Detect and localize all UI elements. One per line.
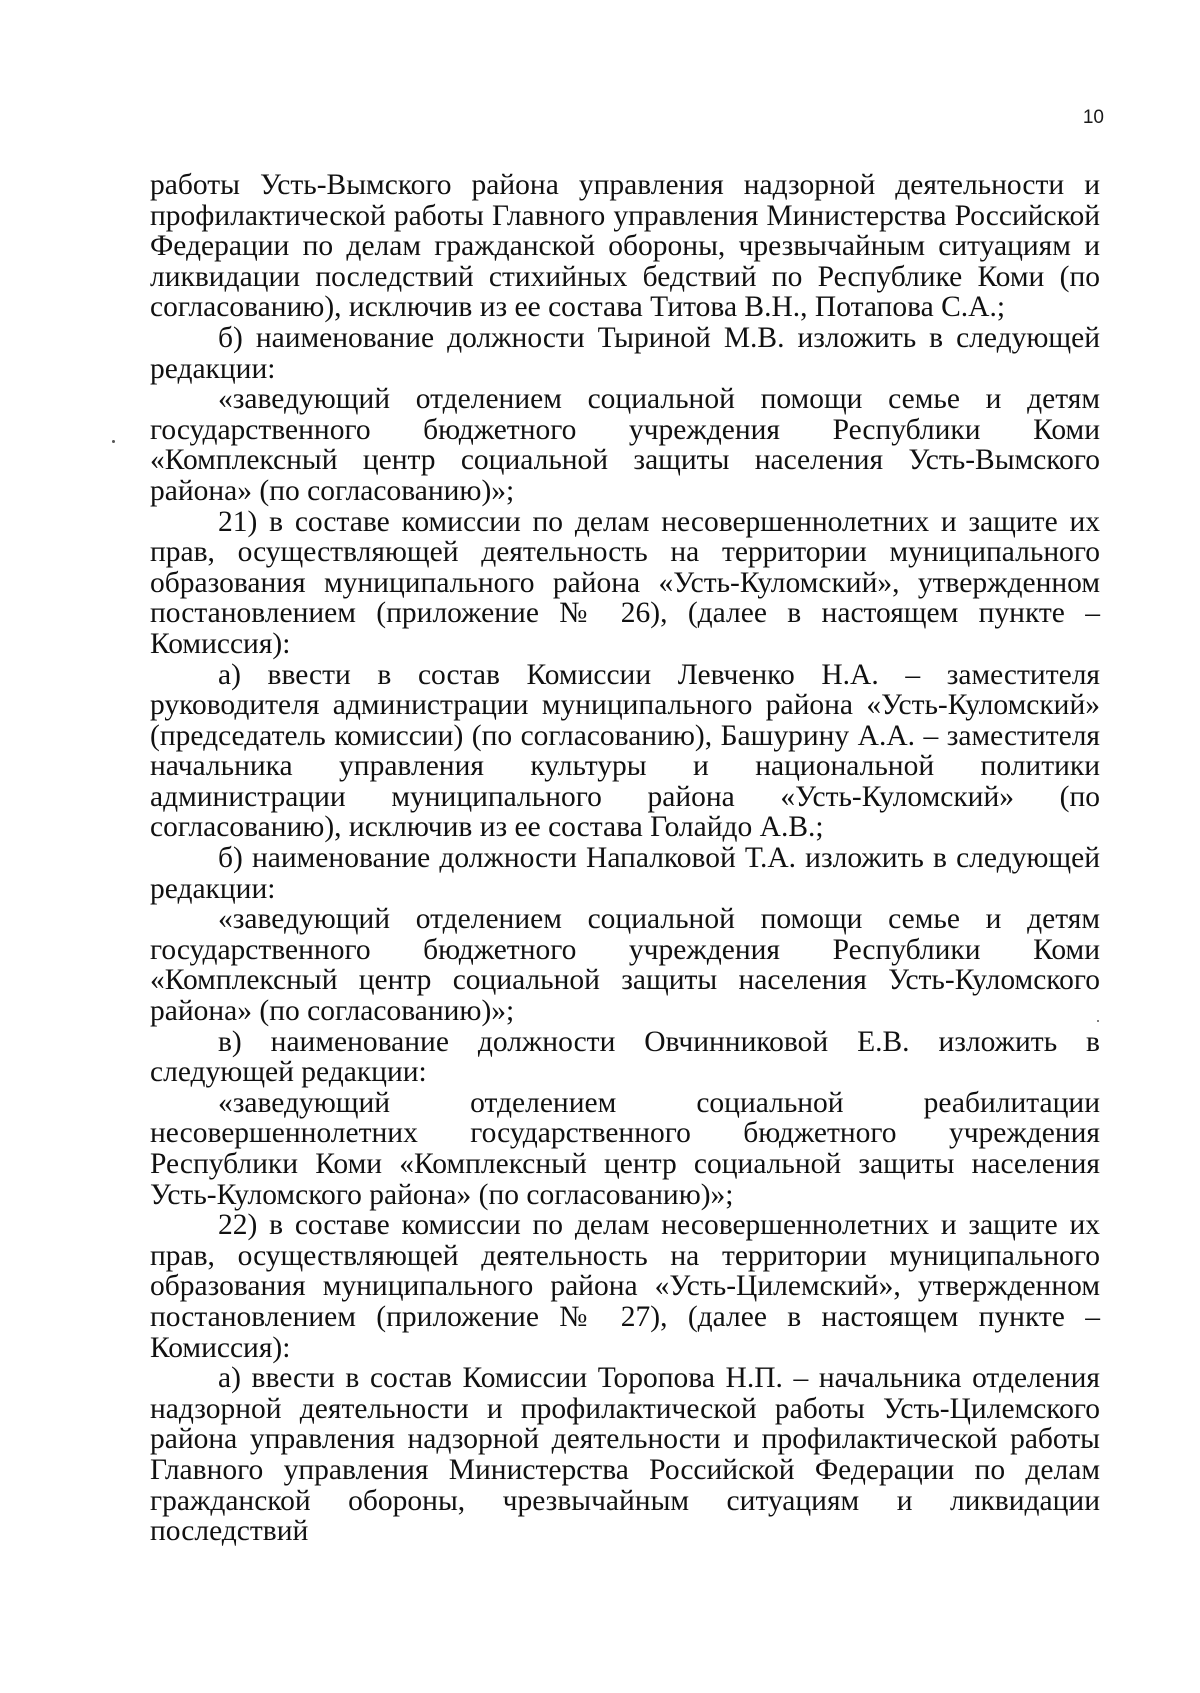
document-body <box>150 170 1100 1547</box>
scan-speck <box>112 440 115 443</box>
page-number: 10 <box>1082 107 1104 128</box>
paragraph-item-22: 22) в составе комиссии по делам несовершеннолетних и защите их прав, осуществляющей деятельность на территории муниципального образования муниципального района «Усть-Цилемский», утвержденном постановлением (приложение № 27), (далее в настоящем пункте – Комиссия): <box>150 1209 1100 1364</box>
paragraph-item-b-tyrina: б) наименование должности Тыриной М.В. изложить в следующей редакции: <box>150 321 1100 385</box>
paragraph-item-b-napalkova: б) наименование должности Напалковой Т.А. изложить в следующей редакции: <box>150 842 1100 905</box>
paragraph-quote-ust-kulomsky-family: «заведующий отделением социальной помощи семье и детям государственного бюджетного учреждения Республики Коми «Комплексный центр социальной защиты населения Усть-Куломского района» (по согласованию)»; <box>150 903 1100 1028</box>
paragraph-item-a-toropov: а) ввести в состав Комиссии Торопова Н.П. – начальника отделения надзорной деятельности и профилактической работы Усть-Цилемского района управления надзорной деятельности и профилактической работы Главного управления Министерства Российской Федерации по делам гражданской обороны, чрезвычайным ситуациям и ликвидации последствий <box>150 1362 1100 1548</box>
paragraph-item-v-ovchinnikova: в) наименование должности Овчинниковой Е.В. изложить в следующей редакции: <box>150 1025 1100 1089</box>
paragraph-continuation: работы Усть-Вымского района управления надзорной деятельности и профилактической работы Главного управления Министерства Российской Федерации по делам гражданской обороны, чрезвычайным ситуациям и ликвидации последствий стихийных бедствий по Республике Коми (по согласованию), исключив из ее состава Титова В.Н., Потапова С.А.; <box>150 169 1100 324</box>
paragraph-quote-ust-kulomsky-rehab: «заведующий отделением социальной реабилитации несовершеннолетних государственного бюджетного учреждения Республики Коми «Комплексный центр социальной защиты населения Усть-Куломского района» (по согласованию)»; <box>150 1086 1100 1211</box>
paragraph-item-a-levchenko: а) ввести в состав Комиссии Левченко Н.А. – заместителя руководителя администрации муниципального района «Усть-Куломский» (председатель комиссии) (по согласованию), Башурину А.А. – заместителя начальника управления культуры и национальной политики администрации муниципального района «Усть-Куломский» (по согласованию), исключив из ее состава Голайдо А.В.; <box>150 658 1100 844</box>
paragraph-quote-ust-vymsky: «заведующий отделением социальной помощи семье и детям государственного бюджетного учреждения Республики Коми «Комплексный центр социальной защиты населения Усть-Вымского района» (по согласованию)»; <box>150 383 1100 507</box>
paragraph-item-21: 21) в составе комиссии по делам несовершеннолетних и защите их прав, осуществляющей деятельность на территории муниципального образования муниципального района «Усть-Куломский», утвержденном постановлением (приложение № 26), (далее в настоящем пункте – Комиссия): <box>150 505 1100 660</box>
scan-speck <box>1097 1020 1099 1022</box>
